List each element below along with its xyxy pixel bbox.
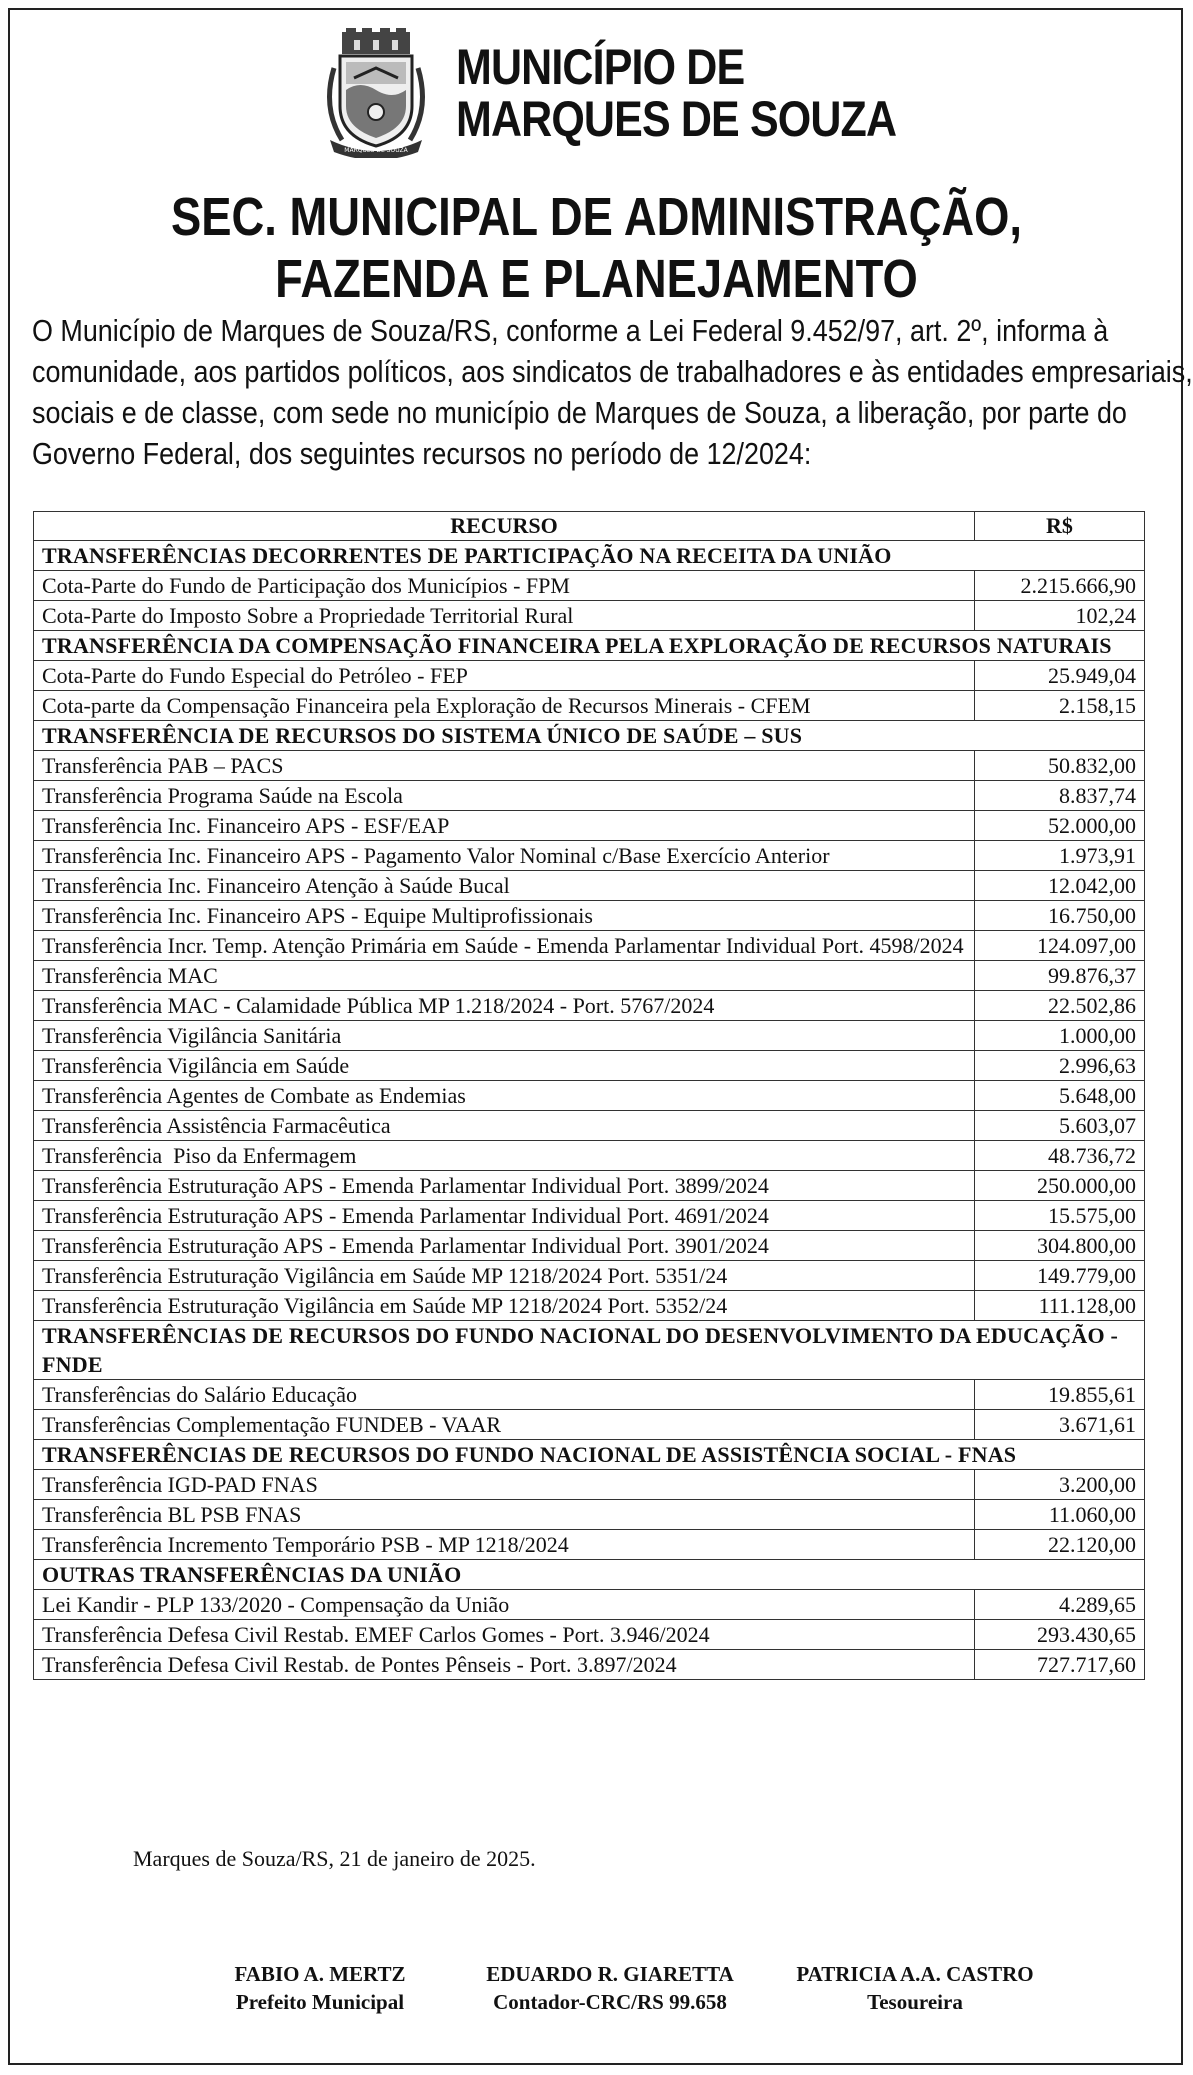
resources-table: [33, 511, 1145, 1680]
table-row: [34, 841, 1145, 871]
section-title: OUTRAS TRANSFERÊNCIAS DA UNIÃO: [34, 1560, 1145, 1590]
section-title: TRANSFERÊNCIAS DE RECURSOS DO FUNDO NACIONAL DE ASSISTÊNCIA SOCIAL - FNAS: [34, 1440, 1145, 1470]
table-row: [34, 991, 1145, 1021]
resource-value: 102,24: [975, 601, 1145, 631]
resource-value: 25.949,04: [975, 661, 1145, 691]
resource-label: Transferência Estruturação Vigilância em Saúde MP 1218/2024 Port. 5352/24: [34, 1291, 975, 1321]
table-row: [34, 1201, 1145, 1231]
resource-value: 19.855,61: [975, 1380, 1145, 1410]
resource-value: 727.717,60: [975, 1650, 1145, 1680]
resource-value: 1.000,00: [975, 1021, 1145, 1051]
table-row: [34, 1291, 1145, 1321]
resource-label: Transferência Estruturação APS - Emenda Parlamentar Individual Port. 3899/2024: [34, 1171, 975, 1201]
table-row: [34, 1111, 1145, 1141]
resource-label: Transferências Complementação FUNDEB - VAAR: [34, 1410, 975, 1440]
resource-value: 15.575,00: [975, 1201, 1145, 1231]
date-line: Marques de Souza/RS, 21 de janeiro de 2025.: [133, 1846, 536, 1871]
section-title-row: [34, 541, 1145, 571]
intro-line: sociais e de classe, com sede no município de Marques de Souza, a liberação, por parte do: [32, 395, 1127, 430]
table-row: [34, 901, 1145, 931]
table-row: [34, 1081, 1145, 1111]
intro-line: Governo Federal, dos seguintes recursos no período de 12/2024:: [32, 436, 812, 471]
resource-value: 22.120,00: [975, 1530, 1145, 1560]
resource-value: 111.128,00: [975, 1291, 1145, 1321]
resource-label: Cota-Parte do Imposto Sobre a Propriedade Territorial Rural: [34, 601, 975, 631]
section-title-row: [34, 1560, 1145, 1590]
table-row: [34, 1021, 1145, 1051]
resource-value: 250.000,00: [975, 1171, 1145, 1201]
section-title: TRANSFERÊNCIAS DE RECURSOS DO FUNDO NACIONAL DO DESENVOLVIMENTO DA EDUCAÇÃO - FNDE: [34, 1321, 1145, 1380]
resource-value: 12.042,00: [975, 871, 1145, 901]
resource-value: 52.000,00: [975, 811, 1145, 841]
table-row: [34, 661, 1145, 691]
resource-label: Transferência Inc. Financeiro Atenção à Saúde Bucal: [34, 871, 975, 901]
resource-label: Cota-parte da Compensação Financeira pela Exploração de Recursos Minerais - CFEM: [34, 691, 975, 721]
resource-value: 2.158,15: [975, 691, 1145, 721]
resource-label: Transferência Incr. Temp. Atenção Primária em Saúde - Emenda Parlamentar Individual Port. 4598/2024: [34, 931, 975, 961]
resource-label: Transferência Estruturação APS - Emenda Parlamentar Individual Port. 3901/2024: [34, 1231, 975, 1261]
table-row: [34, 1171, 1145, 1201]
header-resource: RECURSO: [34, 512, 975, 541]
table-row: [34, 961, 1145, 991]
resource-value: 124.097,00: [975, 931, 1145, 961]
table-row: [34, 1261, 1145, 1291]
resource-label: Transferência Agentes de Combate as Endemias: [34, 1081, 975, 1111]
table-row: [34, 1650, 1145, 1680]
table-row: [34, 931, 1145, 961]
table-row: [34, 1590, 1145, 1620]
table-row: [34, 1380, 1145, 1410]
table-header-row: [34, 512, 1145, 541]
municipality-name: [456, 41, 896, 145]
table-row: [34, 871, 1145, 901]
signature-block-treasurer: [765, 1960, 1065, 2016]
resource-label: Transferência Programa Saúde na Escola: [34, 781, 975, 811]
resource-label: Transferência Defesa Civil Restab. EMEF Carlos Gomes - Port. 3.946/2024: [34, 1620, 975, 1650]
resource-value: 304.800,00: [975, 1231, 1145, 1261]
municipal-crest-icon: [320, 28, 432, 158]
table-row: [34, 1530, 1145, 1560]
table-row: [34, 1231, 1145, 1261]
table-row: [34, 751, 1145, 781]
section-title-row: [34, 721, 1145, 751]
resource-value: 48.736,72: [975, 1141, 1145, 1171]
municipality-line1: MUNICÍPIO DE: [456, 39, 745, 95]
resource-value: 8.837,74: [975, 781, 1145, 811]
secretariat-title: [0, 186, 1193, 310]
resource-label: Transferência BL PSB FNAS: [34, 1500, 975, 1530]
resource-value: 3.200,00: [975, 1470, 1145, 1500]
section-title: TRANSFERÊNCIA DA COMPENSAÇÃO FINANCEIRA PELA EXPLORAÇÃO DE RECURSOS NATURAIS: [34, 631, 1145, 661]
secretariat-line1: SEC. MUNICIPAL DE ADMINISTRAÇÃO,: [171, 187, 1022, 247]
resource-label: Transferência PAB – PACS: [34, 751, 975, 781]
resource-value: 16.750,00: [975, 901, 1145, 931]
resource-value: 5.648,00: [975, 1081, 1145, 1111]
municipality-line2: MARQUES DE SOUZA: [456, 91, 897, 147]
signature-block-accountant: [460, 1960, 760, 2016]
resource-value: 5.603,07: [975, 1111, 1145, 1141]
resource-value: 22.502,86: [975, 991, 1145, 1021]
resource-value: 50.832,00: [975, 751, 1145, 781]
header-value: R$: [975, 512, 1145, 541]
resource-label: Transferências do Salário Educação: [34, 1380, 975, 1410]
resource-label: Cota-Parte do Fundo Especial do Petróleo - FEP: [34, 661, 975, 691]
table-row: [34, 1141, 1145, 1171]
resource-value: 293.430,65: [975, 1620, 1145, 1650]
table-row: [34, 1620, 1145, 1650]
intro-line: O Município de Marques de Souza/RS, conforme a Lei Federal 9.452/97, art. 2º, informa à: [32, 313, 1109, 348]
page-header: [320, 28, 920, 158]
table-row: [34, 1500, 1145, 1530]
resource-label: Cota-Parte do Fundo de Participação dos Municípios - FPM: [34, 571, 975, 601]
secretariat-line2: FAZENDA E PLANEJAMENTO: [275, 249, 918, 309]
resource-label: Transferência Defesa Civil Restab. de Pontes Pênseis - Port. 3.897/2024: [34, 1650, 975, 1680]
signer-name: FABIO A. MERTZ: [234, 1962, 406, 1986]
resource-label: Transferência IGD-PAD FNAS: [34, 1470, 975, 1500]
section-title: TRANSFERÊNCIAS DECORRENTES DE PARTICIPAÇÃO NA RECEITA DA UNIÃO: [34, 541, 1145, 571]
table-row: [34, 571, 1145, 601]
table-row: [34, 691, 1145, 721]
resource-label: Transferência Estruturação APS - Emenda Parlamentar Individual Port. 4691/2024: [34, 1201, 975, 1231]
section-title: TRANSFERÊNCIA DE RECURSOS DO SISTEMA ÚNICO DE SAÚDE – SUS: [34, 721, 1145, 751]
resource-label: Transferência Estruturação Vigilância em Saúde MP 1218/2024 Port. 5351/24: [34, 1261, 975, 1291]
section-title-row: [34, 631, 1145, 661]
resource-value: 2.215.666,90: [975, 571, 1145, 601]
signer-name: EDUARDO R. GIARETTA: [486, 1962, 734, 1986]
resource-label: Transferência MAC - Calamidade Pública MP 1.218/2024 - Port. 5767/2024: [34, 991, 975, 1021]
table-row: [34, 1051, 1145, 1081]
table-row: [34, 781, 1145, 811]
resource-label: Transferência Incremento Temporário PSB - MP 1218/2024: [34, 1530, 975, 1560]
resource-value: 11.060,00: [975, 1500, 1145, 1530]
resource-label: Transferência Inc. Financeiro APS - ESF/EAP: [34, 811, 975, 841]
table-row: [34, 1470, 1145, 1500]
intro-paragraph: [32, 310, 1193, 474]
resource-value: 3.671,61: [975, 1410, 1145, 1440]
signer-name: PATRICIA A.A. CASTRO: [796, 1962, 1034, 1986]
resource-value: 1.973,91: [975, 841, 1145, 871]
table-row: [34, 1410, 1145, 1440]
intro-line: comunidade, aos partidos políticos, aos sindicatos de trabalhadores e às entidades empresariais,: [32, 354, 1193, 389]
resource-value: 4.289,65: [975, 1590, 1145, 1620]
signer-role: Tesoureira: [867, 1990, 963, 2014]
section-title-row: [34, 1440, 1145, 1470]
resource-label: Transferência Piso da Enfermagem: [34, 1141, 975, 1171]
resource-label: Transferência Inc. Financeiro APS - Pagamento Valor Nominal c/Base Exercício Anterior: [34, 841, 975, 871]
signature-block-mayor: [170, 1960, 470, 2016]
signer-role: Prefeito Municipal: [235, 1990, 405, 2014]
svg-text:MARQUES DE SOUZA: MARQUES DE SOUZA: [344, 147, 408, 154]
signer-role: Contador-CRC/RS 99.658: [493, 1990, 727, 2014]
resource-label: Transferência Assistência Farmacêutica: [34, 1111, 975, 1141]
section-title-row: [34, 1321, 1145, 1380]
resource-label: Transferência Inc. Financeiro APS - Equipe Multiprofissionais: [34, 901, 975, 931]
resource-label: Transferência Vigilância Sanitária: [34, 1021, 975, 1051]
resource-value: 149.779,00: [975, 1261, 1145, 1291]
resource-value: 99.876,37: [975, 961, 1145, 991]
table-row: [34, 601, 1145, 631]
resource-label: Lei Kandir - PLP 133/2020 - Compensação da União: [34, 1590, 975, 1620]
resource-label: Transferência MAC: [34, 961, 975, 991]
table-row: [34, 811, 1145, 841]
resource-value: 2.996,63: [975, 1051, 1145, 1081]
resource-label: Transferência Vigilância em Saúde: [34, 1051, 975, 1081]
